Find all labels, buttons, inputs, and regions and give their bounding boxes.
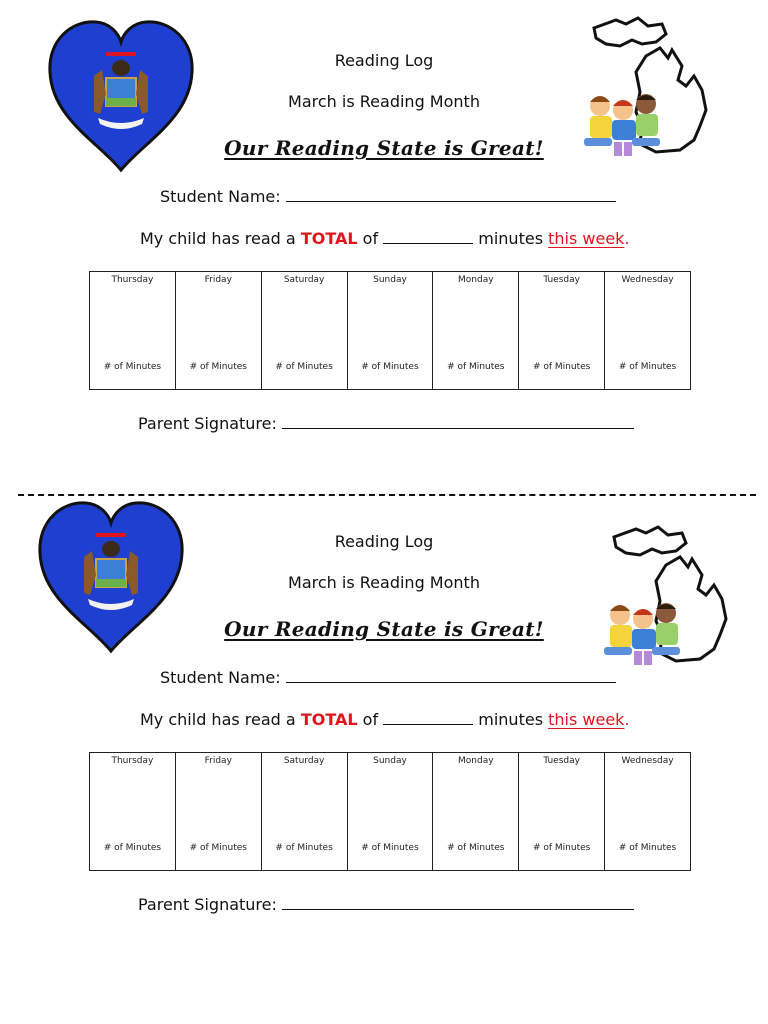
day-cell[interactable] xyxy=(519,753,605,871)
minutes-label: # of Minutes xyxy=(532,362,591,372)
total-minutes-line xyxy=(140,229,630,248)
minutes-label: # of Minutes xyxy=(447,362,505,372)
total-word: TOTAL xyxy=(300,229,358,248)
day-label: Saturday xyxy=(283,275,325,285)
minutes-label: # of Minutes xyxy=(275,843,333,853)
total-mid: of xyxy=(357,710,384,729)
slogan-text: Our Reading State is Great! xyxy=(224,136,544,160)
total-pre: My child has read a xyxy=(140,710,301,729)
minutes-label: # of Minutes xyxy=(532,843,591,853)
day-label: Wednesday xyxy=(621,275,674,285)
day-cell[interactable] xyxy=(347,753,433,871)
parent-signature-field[interactable] xyxy=(282,895,634,910)
period: . xyxy=(624,710,630,729)
title: Reading Log xyxy=(334,532,434,551)
day-cell[interactable] xyxy=(261,753,347,871)
minutes-label: # of Minutes xyxy=(361,843,419,853)
slogan xyxy=(0,617,768,641)
total-minutes-line xyxy=(140,710,630,729)
reading-log-section-1 xyxy=(0,0,768,480)
minutes-label: # of Minutes xyxy=(618,843,677,853)
total-minutes-field[interactable] xyxy=(383,229,473,244)
total-mid: of xyxy=(357,229,384,248)
day-cell[interactable] xyxy=(433,272,519,390)
day-cell[interactable] xyxy=(90,753,176,871)
day-label: Tuesday xyxy=(543,756,580,766)
total-post: minutes xyxy=(473,229,549,248)
minutes-label: # of Minutes xyxy=(361,362,419,372)
student-name-field[interactable] xyxy=(286,187,616,202)
day-label: Thursday xyxy=(111,275,154,285)
day-label: Wednesday xyxy=(621,756,674,766)
parent-signature-line xyxy=(138,895,634,914)
parent-signature-line xyxy=(138,414,634,433)
day-cell[interactable] xyxy=(175,753,261,871)
day-label: Sunday xyxy=(373,756,407,766)
period: . xyxy=(624,229,630,248)
minutes-label: # of Minutes xyxy=(103,843,162,853)
day-label: Sunday xyxy=(373,275,407,285)
minutes-table xyxy=(89,271,691,390)
day-label: Monday xyxy=(458,756,494,766)
total-post: minutes xyxy=(473,710,549,729)
student-name-line xyxy=(160,668,616,687)
day-label: Monday xyxy=(458,275,494,285)
student-name-label: Student Name: xyxy=(160,668,286,687)
minutes-label: # of Minutes xyxy=(618,362,677,372)
this-week: this week xyxy=(548,710,625,729)
minutes-label: # of Minutes xyxy=(103,362,162,372)
day-label: Thursday xyxy=(111,756,154,766)
this-week: this week xyxy=(548,229,625,248)
total-minutes-field[interactable] xyxy=(383,710,473,725)
student-name-label: Student Name: xyxy=(160,187,286,206)
slogan-text: Our Reading State is Great! xyxy=(224,617,544,641)
title: Reading Log xyxy=(334,51,434,70)
day-cell[interactable] xyxy=(347,272,433,390)
parent-signature-label: Parent Signature: xyxy=(138,895,282,914)
minutes-table xyxy=(89,752,691,871)
reading-log-section-2 xyxy=(0,481,768,961)
day-label: Friday xyxy=(204,275,232,285)
minutes-label: # of Minutes xyxy=(275,362,333,372)
minutes-label: # of Minutes xyxy=(447,843,505,853)
student-name-field[interactable] xyxy=(286,668,616,683)
day-cell[interactable] xyxy=(519,272,605,390)
day-cell[interactable] xyxy=(433,753,519,871)
day-cell[interactable] xyxy=(175,272,261,390)
day-cell[interactable] xyxy=(605,272,691,390)
day-cell[interactable] xyxy=(90,272,176,390)
parent-signature-field[interactable] xyxy=(282,414,634,429)
parent-signature-label: Parent Signature: xyxy=(138,414,282,433)
day-cell[interactable] xyxy=(261,272,347,390)
day-label: Friday xyxy=(204,756,232,766)
minutes-label: # of Minutes xyxy=(189,843,247,853)
slogan xyxy=(0,136,768,160)
day-label: Tuesday xyxy=(543,275,580,285)
day-cell[interactable] xyxy=(605,753,691,871)
minutes-label: # of Minutes xyxy=(189,362,247,372)
table-row xyxy=(90,272,691,390)
total-pre: My child has read a xyxy=(140,229,301,248)
total-word: TOTAL xyxy=(300,710,358,729)
student-name-line xyxy=(160,187,616,206)
day-label: Saturday xyxy=(283,756,325,766)
subtitle: March is Reading Month xyxy=(288,92,480,111)
table-row xyxy=(90,753,691,871)
subtitle: March is Reading Month xyxy=(288,573,480,592)
